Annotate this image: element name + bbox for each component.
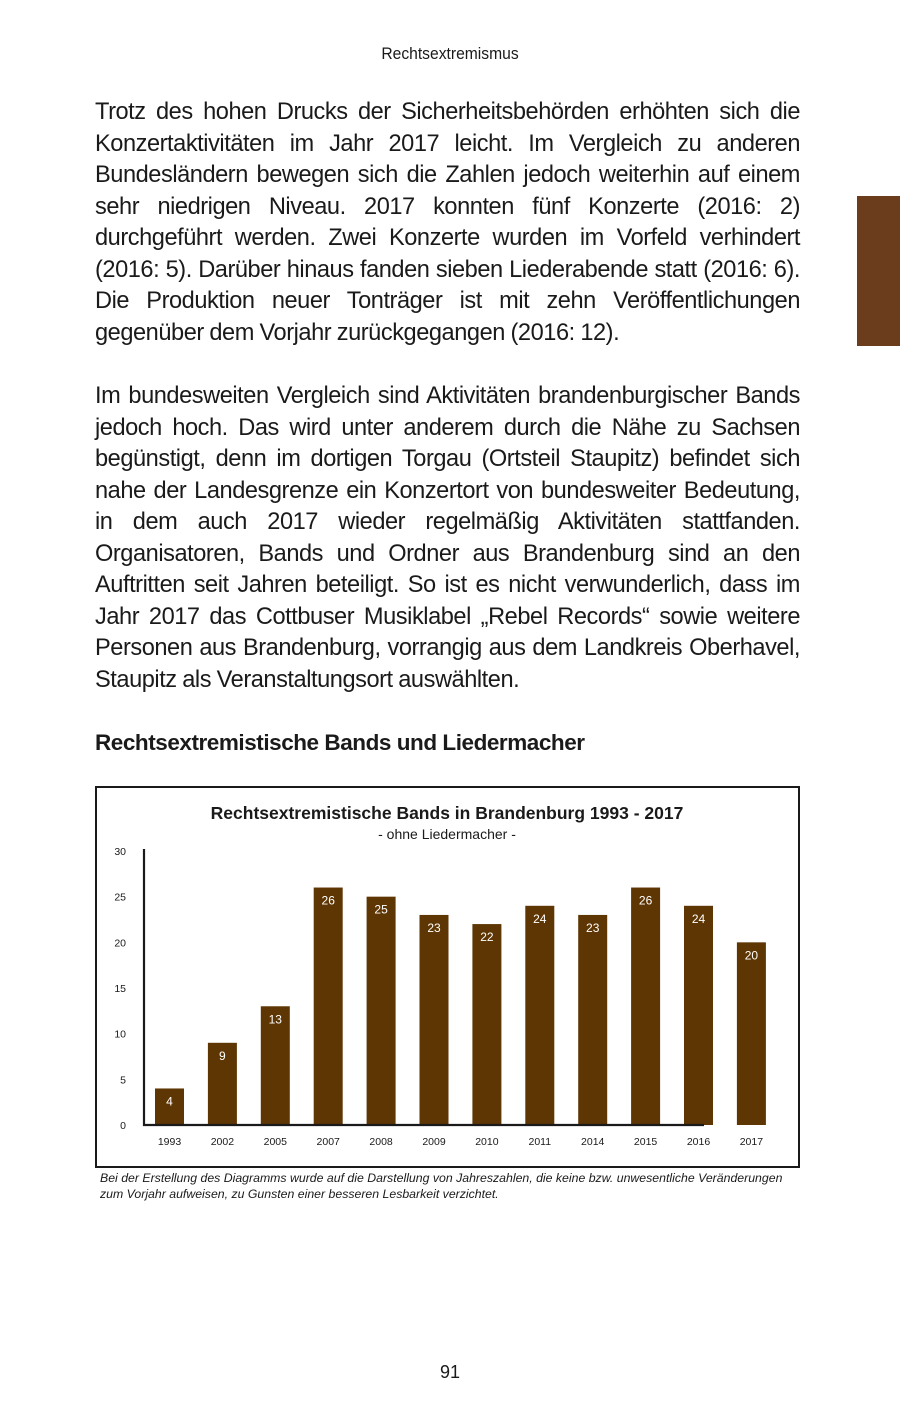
chapter-tab-marker xyxy=(857,196,900,346)
data-label-2017: 20 xyxy=(744,948,759,963)
body-paragraph-2: Im bundesweiten Vergleich sind Aktivitäten brandenburgischer Bands jedoch hoch. Das wird unter anderem durch die Nähe zu Sachsen begünstigt, denn im dortigen Torgau (Ortsteil Staupitz) befindet sich nahe der Landesgrenze ein Konzertort von bundesweiter Bedeutung, in dem auch 2017 wieder regelmäßig Aktivitäten stattfanden. Organisatoren, Bands und Ordner aus Brandenburg sind an den Auftritten seit Jahren beteiligt. So ist es nicht verwunderlich, dass im Jahr 2017 das Cottbuser Musiklabel „Rebel Records“ sowie weitere Personen aus Brandenburg, vorrangig aus dem Landkreis Oberhavel, Staupitz als Veranstaltungsort auswählten. xyxy=(95,383,800,693)
data-label-1993: 4 xyxy=(166,1094,173,1109)
x-tick-label: 2011 xyxy=(528,1136,552,1148)
data-label-2016: 24 xyxy=(691,911,706,926)
running-header: Rechtsextremismus xyxy=(381,44,519,63)
bar-2007 xyxy=(314,888,343,1125)
data-label-2007: 26 xyxy=(321,893,335,908)
bar-2010 xyxy=(472,924,501,1125)
bar-chart-frame xyxy=(95,786,800,1168)
bar-2008 xyxy=(367,897,396,1125)
y-tick-label: 20 xyxy=(114,937,126,950)
x-tick-label: 2014 xyxy=(581,1136,605,1148)
x-tick-label: 2005 xyxy=(263,1136,287,1148)
x-tick-label: 1993 xyxy=(157,1136,182,1148)
x-tick-label: 2008 xyxy=(369,1136,393,1148)
y-tick-label: 0 xyxy=(120,1120,126,1132)
y-tick-label: 25 xyxy=(114,891,126,904)
y-tick-label: 15 xyxy=(114,983,126,995)
bar-2017 xyxy=(737,942,766,1125)
bar-2009 xyxy=(420,915,449,1125)
bar-2011 xyxy=(525,906,554,1125)
x-tick-label: 2010 xyxy=(475,1136,499,1148)
data-label-2015: 26 xyxy=(638,893,653,908)
x-tick-label: 2002 xyxy=(210,1136,235,1148)
x-tick-label: 2007 xyxy=(316,1136,340,1148)
bar-chart xyxy=(97,788,798,1166)
x-tick-label: 2009 xyxy=(422,1136,446,1148)
chart-caption: Bei der Erstellung des Diagramms wurde auf die Darstellung von Jahreszahlen, die keine bzw. unwesentliche Veränderungen zum Vorjahr aufweisen, zu Gunsten einer besseren Lesbarkeit verzichtet. xyxy=(100,1171,783,1201)
chart-subtitle: - ohne Liedermacher - xyxy=(378,826,516,842)
chart-title: Rechtsextremistische Bands in Brandenburg 1993 - 2017 xyxy=(210,803,684,823)
y-tick-label: 30 xyxy=(114,846,126,858)
page-number: 91 xyxy=(439,1362,461,1382)
bar-2016 xyxy=(684,906,713,1125)
data-label-2005: 13 xyxy=(268,1012,282,1027)
bar-2014 xyxy=(578,915,607,1125)
data-label-2008: 25 xyxy=(374,902,388,917)
data-label-2014: 23 xyxy=(586,920,600,935)
y-tick-label: 5 xyxy=(120,1074,126,1087)
data-label-2002: 9 xyxy=(219,1048,226,1063)
data-label-2011: 24 xyxy=(533,911,547,926)
data-label-2010: 22 xyxy=(480,930,494,945)
x-tick-label: 2017 xyxy=(739,1136,764,1148)
data-label-2009: 23 xyxy=(427,920,441,935)
body-paragraph-1: Trotz des hohen Drucks der Sicherheitsbehörden erhöhten sich die Konzertaktivitäten im Jahr 2017 leicht. Im Vergleich zu anderen Bundesländern bewegen sich die Zahlen jedoch weiterhin auf einem sehr niedrigen Niveau. 2017 konnten fünf Konzerte (2016: 2) durchgeführt werden. Zwei Konzerte wurden im Vorfeld verhindert (2016: 5). Darüber hinaus fanden sieben Liederabende statt (2016: 6). Die Produktion neuer Tonträger ist mit zehn Veröffentlichungen gegenüber dem Vorjahr zurückgegangen (2016: 12). xyxy=(95,99,800,346)
section-heading: Rechtsextremistische Bands und Liedermacher xyxy=(95,730,585,755)
x-tick-label: 2016 xyxy=(686,1136,711,1148)
bar-2015 xyxy=(631,888,660,1125)
y-tick-label: 10 xyxy=(114,1028,126,1041)
x-tick-label: 2015 xyxy=(633,1136,658,1148)
